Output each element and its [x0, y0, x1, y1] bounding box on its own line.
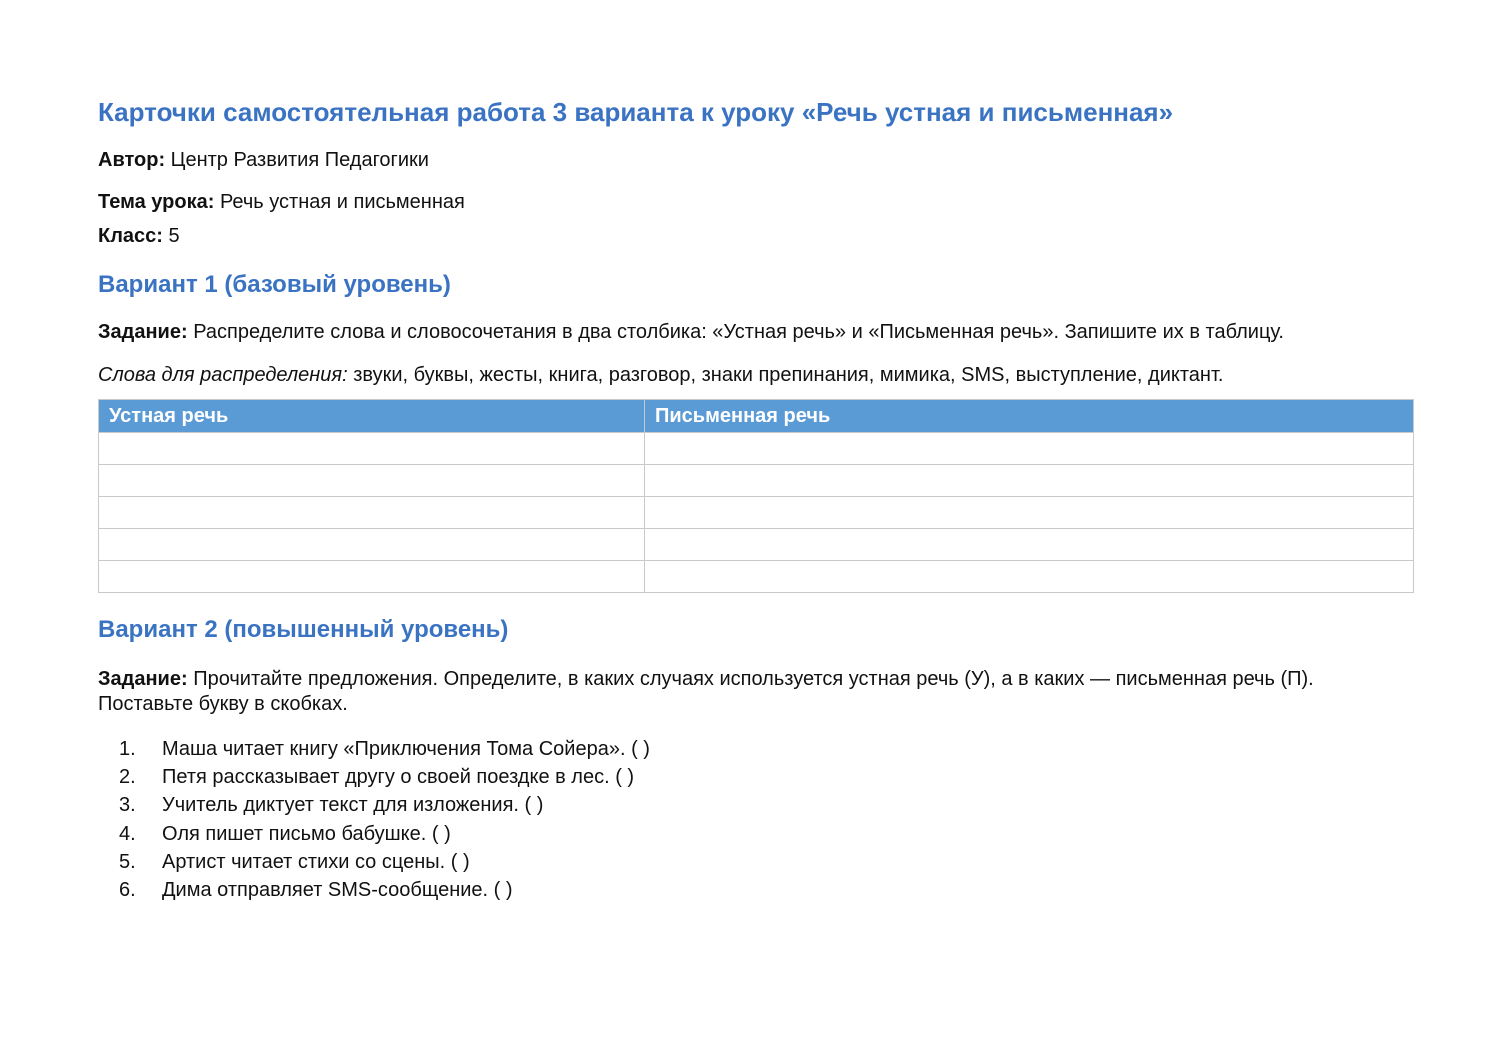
variant2-task-label: Задание:: [98, 668, 188, 690]
table-row: [99, 465, 1414, 497]
grade-label: Класс:: [98, 225, 163, 247]
list-item: [98, 763, 1411, 791]
table-cell-oral[interactable]: [99, 561, 645, 593]
table-cell-oral[interactable]: [99, 433, 645, 465]
variant2-task: [98, 667, 1411, 717]
list-item-text: Петя рассказывает другу о своей поездке в лес. ( ): [162, 766, 635, 789]
topic-line: [98, 188, 1411, 216]
list-item-text: Маша читает книгу «Приключения Тома Сойера». ( ): [162, 738, 650, 760]
table-row: [99, 561, 1414, 593]
list-item-number: 6.: [119, 879, 136, 902]
variant1-words: [98, 361, 1411, 389]
list-item: [98, 791, 1411, 819]
variant1-task-label: Задание:: [98, 321, 188, 343]
variant1-task-text: Распределите слова и словосочетания в два столбика: «Устная речь» и «Письменная речь». Запишите их в таблицу.: [187, 321, 1284, 343]
variant1-task: [98, 320, 1411, 345]
header-oral-speech: Устная речь: [99, 400, 645, 433]
variant2-task-text: Прочитайте предложения. Определите, в каких случаях используется устная речь (У), а в каких — письменная речь (П). Поставьте букву в скобках.: [98, 668, 1314, 715]
table-cell-oral[interactable]: [99, 529, 645, 561]
grade-value: 5: [162, 225, 180, 247]
grade-line: [98, 222, 1411, 250]
words-label: Слова для распределения:: [98, 364, 348, 386]
table-row: [99, 433, 1414, 465]
sentence-list: [98, 735, 1411, 904]
author-value: Центр Развития Педагогики: [165, 149, 429, 171]
topic-label: Тема урока:: [98, 191, 215, 213]
table-cell-written[interactable]: [645, 529, 1414, 561]
variant2-title: Вариант 2 (повышенный уровень): [98, 616, 509, 643]
table-cell-oral[interactable]: [99, 497, 645, 529]
document-title: Карточки самостоятельная работа 3 варианта к уроку «Речь устная и письменная»: [98, 97, 1174, 127]
list-item-number: 2.: [119, 766, 136, 789]
list-item-number: 1.: [119, 738, 136, 760]
table-row: [99, 529, 1414, 561]
variant1-title: Вариант 1 (базовый уровень): [98, 271, 451, 298]
list-item: [98, 848, 1411, 876]
words-text: звуки, буквы, жесты, книга, разговор, знаки препинания, мимика, SMS, выступление, диктант.: [347, 364, 1224, 386]
table-header-row: [99, 400, 1414, 433]
list-item-number: 4.: [119, 822, 136, 845]
table-cell-oral[interactable]: [99, 465, 645, 497]
list-item-text: Дима отправляет SMS-сообщение. ( ): [162, 879, 513, 902]
topic-value: Речь устная и письменная: [214, 191, 465, 213]
list-item-number: 3.: [119, 794, 136, 817]
list-item: [98, 876, 1411, 904]
author-line: [98, 146, 1411, 174]
list-item: [98, 735, 1411, 763]
author-label: Автор:: [98, 149, 166, 171]
table-cell-written[interactable]: [645, 433, 1414, 465]
table-cell-written[interactable]: [645, 497, 1414, 529]
header-written-speech: Письменная речь: [645, 400, 1414, 433]
list-item-text: Учитель диктует текст для изложения. ( ): [162, 794, 544, 817]
list-item-number: 5.: [119, 850, 136, 873]
list-item: [98, 820, 1411, 848]
table-row: [99, 497, 1414, 529]
table-cell-written[interactable]: [645, 465, 1414, 497]
list-item-text: Артист читает стихи со сцены. ( ): [162, 850, 470, 873]
table-cell-written[interactable]: [645, 561, 1414, 593]
list-item-text: Оля пишет письмо бабушке. ( ): [162, 822, 451, 845]
sorting-table: [98, 399, 1414, 593]
